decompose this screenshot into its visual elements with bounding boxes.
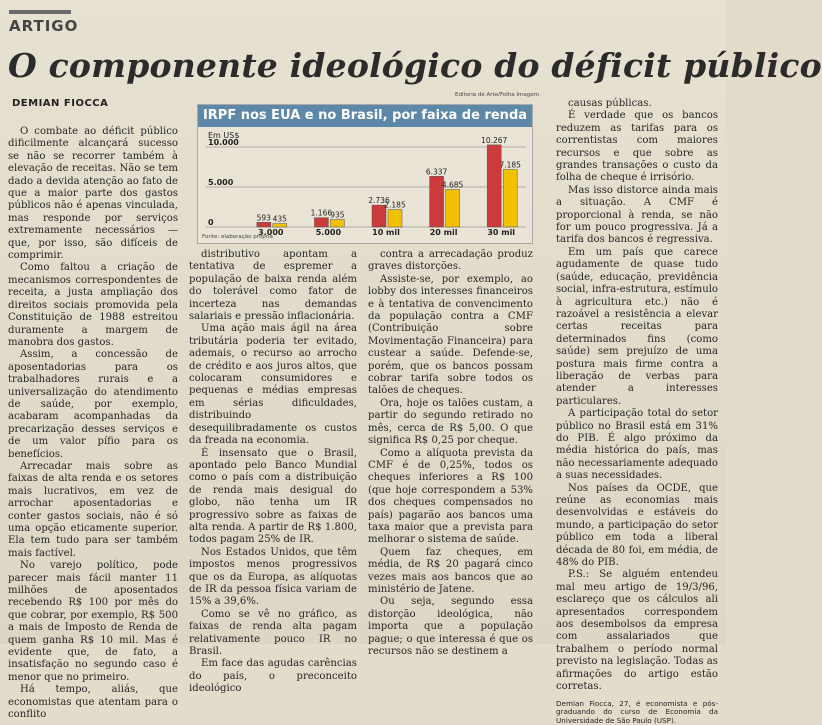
article-paragraph: contra a arrecadação produz graves distorções. bbox=[368, 249, 533, 274]
article-paragraph: É verdade que os bancos reduzem as tarifas para os correntistas com maiores recursos e que sobre as grandes transações o custo da folha de cheque é irrisório. bbox=[556, 110, 718, 184]
x-tick-label: 3.000 bbox=[258, 228, 284, 237]
article-paragraph: distributivo apontam a tentativa de espremer a população de baixa renda além do tolerável como fator de incerteza nas demandas salariais e pressão inflacionária. bbox=[189, 249, 357, 323]
article-paragraph: Em face das agudas carências do país, o preconceito ideológico bbox=[189, 658, 357, 695]
bar-usa bbox=[257, 222, 271, 227]
chart-source: Fonte: elaboração própria bbox=[202, 234, 273, 240]
y-axis-label: Em US$ bbox=[208, 131, 239, 140]
article-paragraph: Nos países da OCDE, que reúne as economias mais desenvolvidas e estáveis do mundo, a participação do setor público em toda a liberal década de 80 foi, em média, de 48% do PIB. bbox=[556, 483, 718, 570]
art-credit: Editoria de Arte/Folha Imagem bbox=[455, 92, 539, 98]
data-label: 435 bbox=[273, 215, 288, 224]
bar-usa bbox=[487, 145, 501, 227]
section-label: ARTIGO bbox=[9, 17, 78, 35]
x-tick-label: 20 mil bbox=[430, 228, 458, 237]
article-paragraph: Há tempo, aliás, que economistas que atentam para o conflito bbox=[8, 684, 178, 721]
y-tick-label: 0 bbox=[208, 218, 214, 227]
y-tick-label: 10.000 bbox=[208, 138, 239, 147]
bar-brazil bbox=[273, 224, 287, 227]
data-label: 2.736 bbox=[368, 196, 390, 205]
column-3 bbox=[368, 249, 533, 642]
data-label: 10.267 bbox=[481, 136, 507, 145]
article-paragraph: Como se vê no gráfico, as faixas de renda alta pagam relativamente pouco IR no Brasil. bbox=[189, 609, 357, 659]
article-paragraph: A participação total do setor público no Brasil está em 31% do PIB. É algo próximo da média histórica do país, mas não necessariamente adequado a suas necessidades. bbox=[556, 408, 718, 482]
data-label: 2.185 bbox=[384, 201, 406, 210]
article-paragraph: Ora, hoje os talões custam, a partir do segundo retirado no mês, cerca de R$ 5,00. O que significa R$ 0,25 por cheque. bbox=[368, 398, 533, 448]
chart-plot bbox=[198, 105, 532, 243]
data-label: 4.685 bbox=[442, 181, 464, 190]
bar-usa bbox=[314, 218, 328, 227]
author-bio: Demian Fiocca, 27, é economista e pós-graduando do curso de Economia da Universidade de São Paulo (USP). bbox=[556, 700, 718, 725]
headline: O componente ideológico do déficit público bbox=[8, 46, 822, 85]
x-tick-label: 30 mil bbox=[487, 228, 515, 237]
chart-title: IRPF nos EUA e no Brasil, por faixa de renda bbox=[198, 105, 532, 127]
article-paragraph: Assiste-se, por exemplo, ao lobby dos interesses financeiros e à tentativa de convencimento da população contra a CMF (Contribuição sobre Movimentação Financeira) para custear a saúde. Defende-se, porém, que os bancos possam cobrar tarifa sobre todos os talões de cheques. bbox=[368, 274, 533, 398]
article-paragraph: Uma ação mais ágil na área tributária poderia ter evitado, ademais, o recurso ao arrocho de crédito e aos juros altos, que colocaram consumidores e pequenas e médias empresas em sérias dificuldades, distribuindo desequilibradamente os custos da freada na economia. bbox=[189, 323, 357, 447]
article-paragraph: Como faltou a criação de mecanismos correspondentes de receita, a justa ampliação dos direitos sociais promovida pela Constituição de 1988 estreitou duramente a margem de manobra dos gastos. bbox=[8, 262, 178, 349]
article-paragraph: Nos Estados Unidos, que têm impostos menos progressivos que os da Europa, as alíquotas de IR da pessoa física variam de 15% a 39,6%. bbox=[189, 547, 357, 609]
article-paragraph: Mas isso distorce ainda mais a situação. A CMF é proporcional à renda, se não for um pouco progressiva. Já a tarifa dos bancos é regressiva. bbox=[556, 185, 718, 247]
bar-brazil bbox=[503, 170, 517, 227]
data-label: 1.166 bbox=[311, 209, 333, 218]
bar-brazil bbox=[388, 210, 402, 227]
article-paragraph: P.S.: Se alguém entendeu mal meu artigo de 19/3/96, esclareço que os cálculos ali apresentados correspondem aos desembolsos da empresa com assalariados que trabalhem o período normal previsto na legislação. Todas as afirmações do artigo estão corretas. bbox=[556, 569, 718, 693]
author-byline: DEMIAN FIOCCA bbox=[12, 98, 108, 109]
article-paragraph: O combate ao déficit público dificilmente alcançará sucesso se não se recorrer também à elevação de receitas. Não se tem dado a devida atenção ao fato de que a maior parte dos gastos públicos não é apenas vinculada, mas responde por serviços extremamente necessários —que, por isso, são difíceis de comprimir. bbox=[8, 126, 178, 262]
article-paragraph: É insensato que o Brasil, apontado pelo Banco Mundial como o país com a distribuição de renda mais desigual do globo, não tenha um IR progressivo sobre as faixas de alta renda. A partir de R$ 1.800, todos pagam 25% de IR. bbox=[189, 448, 357, 547]
article-paragraph: causas públicas. bbox=[556, 98, 718, 110]
article-paragraph: Como a alíquota prevista da CMF é de 0,25%, todos os cheques inferiores a R$ 100 (que hoje correspondem a 53% dos cheques compensados no país) pagarão aos bancos uma taxa maior que a prevista para melhorar o sistema de saúde. bbox=[368, 448, 533, 547]
bar-brazil bbox=[330, 220, 344, 227]
section-rule bbox=[9, 10, 71, 14]
article-paragraph: Quem faz cheques, em média, de R$ 20 pagará cinco vezes mais aos bancos que ao ministério de Jatene. bbox=[368, 547, 533, 597]
column-2 bbox=[189, 249, 357, 642]
x-tick-label: 5.000 bbox=[316, 228, 342, 237]
article-paragraph: No varejo político, pode parecer mais fácil manter 11 milhões de aposentados recebendo R$ 100 por mês do que cobrar, por exemplo, R$ 500 a mais de Imposto de Renda de quem ganha R$ 10 mil. Mas é evidente que, de fato, a insatisfação no segundo caso é menor que no primeiro. bbox=[8, 560, 178, 684]
article-paragraph: Arrecadar mais sobre as faixas de alta renda e os setores mais lucrativos, em vez de arrochar aposentadorias e conter gastos sociais, não é só uma opção eticamente superior. Ela tem tudo para ser também mais factível. bbox=[8, 461, 178, 560]
column-1 bbox=[8, 126, 178, 642]
data-label: 935 bbox=[330, 211, 345, 220]
article-paragraph: Assim, a concessão de aposentadorias para os trabalhadores rurais e a universalização do atendimento de saúde, por exemplo, acabaram acompanhadas da precarização desses serviços e de um valor pífio para os benefícios. bbox=[8, 349, 178, 461]
y-tick-label: 5.000 bbox=[208, 178, 234, 187]
data-label: 6.337 bbox=[426, 167, 448, 176]
column-4 bbox=[556, 98, 718, 642]
irpf-chart bbox=[197, 104, 533, 244]
bar-brazil bbox=[446, 190, 460, 227]
article-paragraph: Em um país que carece agudamente de quase tudo (saúde, educação, previdência social, infra-estrutura, estímulo à agricultura etc.) não é razoável a resistência a elevar certas receitas para determinados fins (como saúde) sem prejuízo de uma postura mais firme contra a liberação de verbas para atender a interesses particulares. bbox=[556, 247, 718, 408]
data-label: 593 bbox=[257, 213, 272, 222]
data-label: 7.185 bbox=[499, 161, 521, 170]
x-tick-label: 10 mil bbox=[372, 228, 400, 237]
article-paragraph: Ou seja, segundo essa distorção ideológica, não importa que a população pague; o que interessa é que os recursos não se destinem a bbox=[368, 596, 533, 658]
